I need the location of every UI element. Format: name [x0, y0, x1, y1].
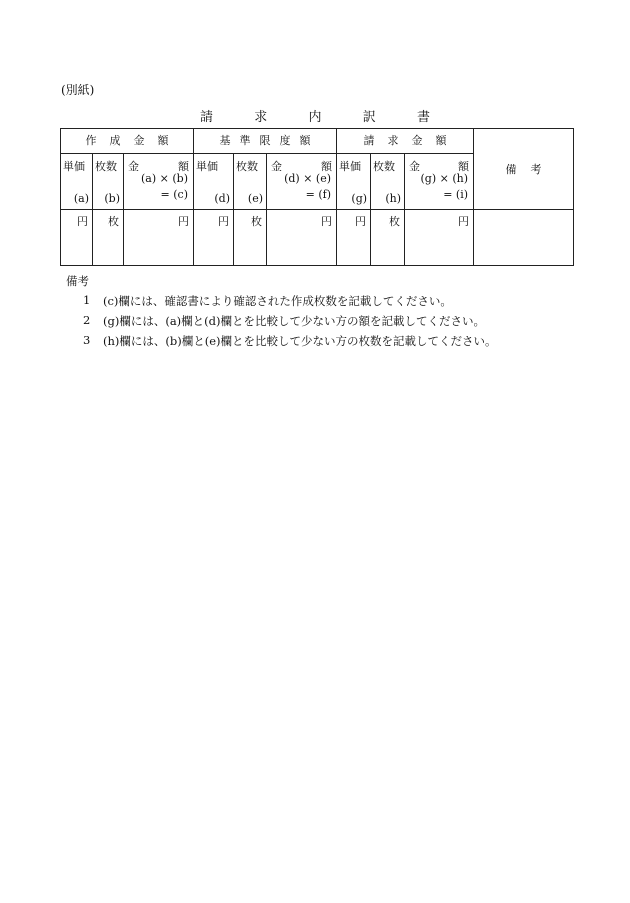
notes-section: [66, 273, 497, 353]
count-cell[interactable]: 枚: [234, 210, 267, 266]
title-char: 訳: [362, 110, 376, 125]
unit-price-cell[interactable]: 円: [61, 210, 93, 266]
note-item: 2 (g)欄には、(a)欄と(d)欄とを比較して少ない方の額を記載してください。: [83, 313, 485, 328]
unit-price-cell[interactable]: 円: [337, 210, 371, 266]
amount-cell[interactable]: 円: [267, 210, 337, 266]
remarks-header: 備 考: [474, 129, 574, 210]
amount-header: 金 額 (g) × (h) = (i): [405, 154, 474, 210]
document-title: [200, 106, 430, 125]
amount-header: 金 額 (d) × (e) = (f): [267, 154, 337, 210]
amount-cell[interactable]: 円: [124, 210, 194, 266]
remarks-cell[interactable]: [474, 210, 574, 266]
count-header: 枚数 (h): [371, 154, 405, 210]
note-item: 3 (h)欄には、(b)欄と(e)欄とを比較して少ない方の枚数を記載してください。: [83, 333, 497, 348]
amount-header: 金 額 (a) × (b) = (c): [124, 154, 194, 210]
count-header: 枚数 (b): [93, 154, 124, 210]
title-char: 求: [254, 110, 268, 125]
unit-price-header: 単価 (a): [61, 154, 93, 210]
unit-price-header: 単価 (d): [194, 154, 234, 210]
count-cell[interactable]: 枚: [93, 210, 124, 266]
note-item: 1 (c)欄には、確認書により確認された作成枚数を記載してください。: [83, 293, 452, 308]
title-char: 請: [200, 110, 214, 125]
count-header: 枚数 (e): [234, 154, 267, 210]
title-char: 書: [416, 110, 430, 125]
notes-heading: 備考: [66, 274, 89, 288]
amount-cell[interactable]: 円: [405, 210, 474, 266]
unit-price-cell[interactable]: 円: [194, 210, 234, 266]
group-header-standard-limit: 基 準 限 度 額: [194, 129, 337, 154]
group-header-row: [61, 129, 574, 154]
unit-price-header: 単価 (g): [337, 154, 371, 210]
attachment-label: (別紙): [61, 83, 95, 97]
count-cell[interactable]: 枚: [371, 210, 405, 266]
claim-breakdown-table: [60, 128, 574, 266]
group-header-claim-amount: 請 求 金 額: [337, 129, 474, 154]
group-header-creation-amount: 作 成 金 額: [61, 129, 194, 154]
title-char: 内: [308, 110, 322, 125]
data-row: [61, 210, 574, 266]
